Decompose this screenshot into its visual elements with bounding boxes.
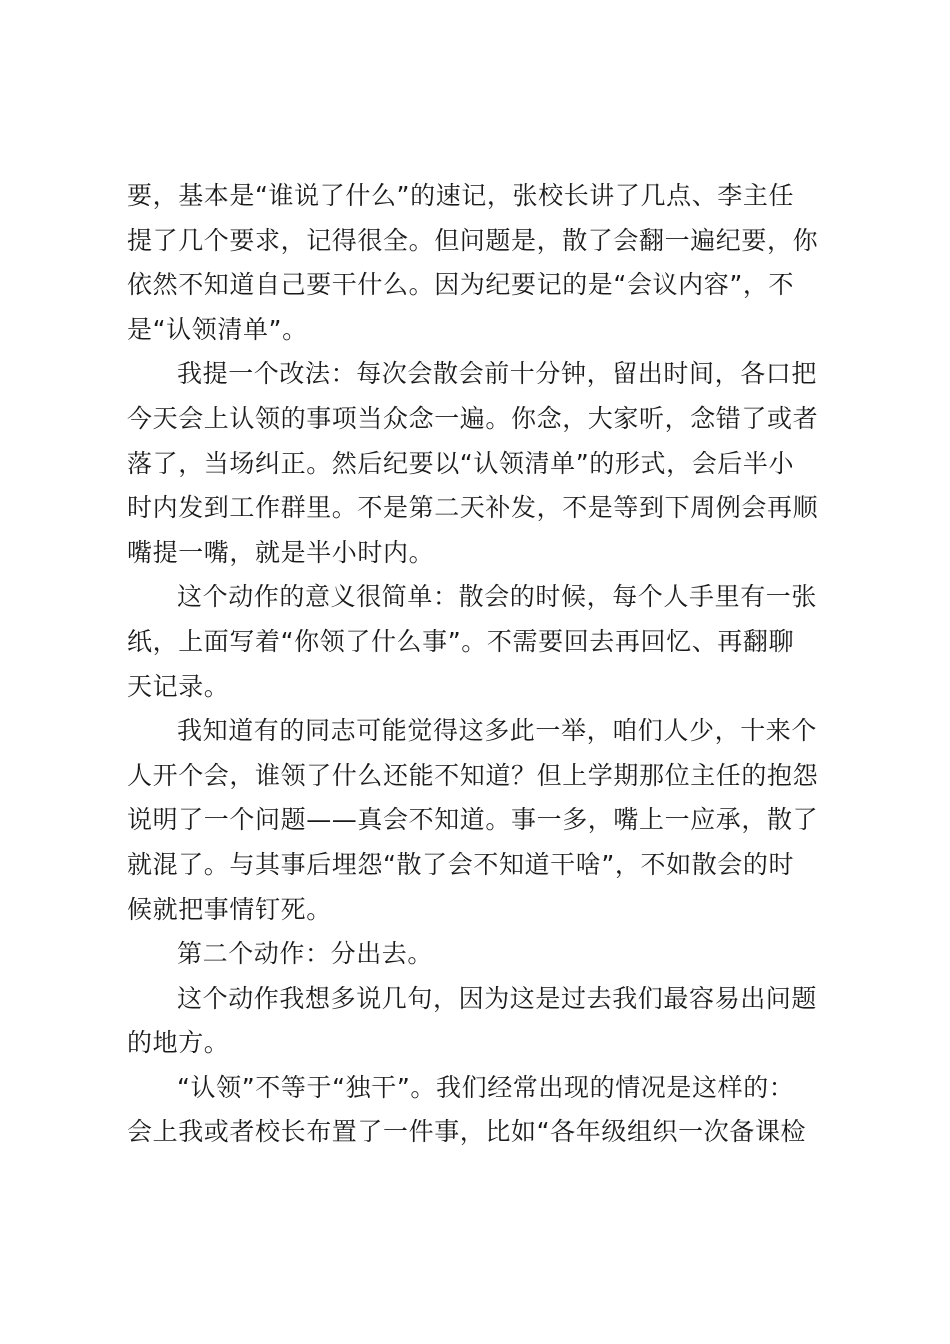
text-line: 人开个会，谁领了什么还能不知道？但上学期那位主任的抱怨 — [127, 760, 819, 790]
text-line: 依然不知道自己要干什么。因为纪要记的是“会议内容”，不 — [127, 270, 795, 300]
text-line: 会上我或者校长布置了一件事，比如“各年级组织一次备课检 — [127, 1117, 807, 1147]
text-line: 的地方。 — [127, 1028, 230, 1058]
paragraph-4 — [127, 709, 835, 932]
text-line: 说明了一个问题——真会不知道。事一多，嘴上一应承，散了 — [127, 805, 819, 835]
text-line: 是“认领清单”。 — [127, 314, 308, 344]
text-line: 这个动作我想多说几句，因为这是过去我们最容易出问题 — [177, 983, 818, 1013]
text-line: 嘴提一嘴，就是半小时内。 — [127, 537, 435, 567]
document-body — [127, 174, 835, 1155]
text-line: 我知道有的同志可能觉得这多此一举，咱们人少，十来个 — [177, 716, 818, 746]
text-line: 落了，当场纠正。然后纪要以“认领清单”的形式，会后半小 — [127, 448, 795, 478]
text-line: 候就把事情钉死。 — [127, 894, 332, 924]
text-line: 这个动作的意义很简单：散会的时候，每个人手里有一张 — [177, 582, 818, 612]
text-line: 提了几个要求，记得很全。但问题是，散了会翻一遍纪要，你 — [127, 225, 819, 255]
paragraph-3 — [127, 575, 835, 709]
text-line: 要，基本是“谁说了什么”的速记，张校长讲了几点、李主任 — [127, 181, 795, 210]
paragraph-5 — [127, 932, 835, 977]
text-line: 纸，上面写着“你领了什么事”。不需要回去再回忆、再翻聊 — [127, 626, 795, 656]
text-line: 第二个动作：分出去。 — [177, 939, 434, 969]
text-line: 就混了。与其事后埋怨“散了会不知道干啥”，不如散会的时 — [127, 849, 795, 879]
paragraph-7 — [127, 1066, 835, 1155]
text-line: 时内发到工作群里。不是第二天补发，不是等到下周例会再顺 — [127, 493, 819, 523]
paragraph-1 — [127, 174, 835, 352]
text-line: “认领”不等于“独干”。我们经常出现的情况是这样的： — [177, 1072, 795, 1102]
paragraph-6 — [127, 977, 835, 1066]
text-line: 我提一个改法：每次会散会前十分钟，留出时间，各口把 — [177, 359, 818, 389]
paragraph-2 — [127, 352, 835, 575]
text-line: 天记录。 — [127, 671, 230, 701]
text-line: 今天会上认领的事项当众念一遍。你念，大家听，念错了或者 — [127, 403, 819, 433]
